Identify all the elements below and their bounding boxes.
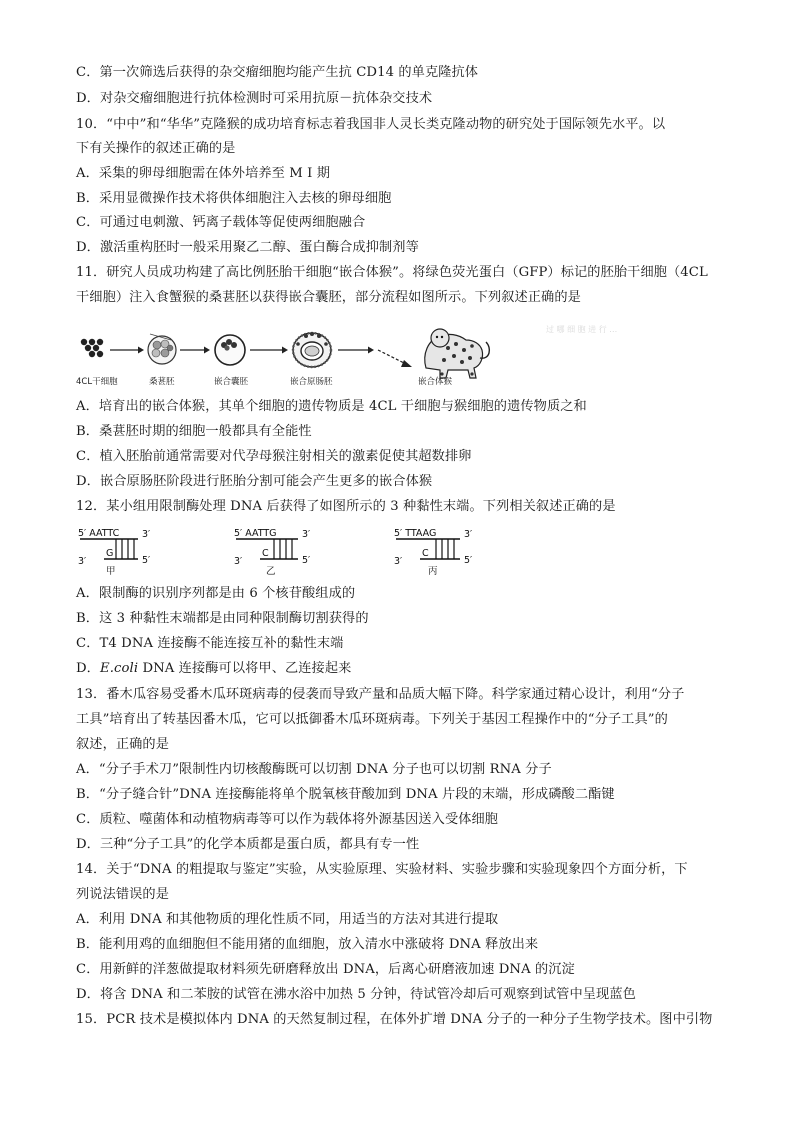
q9-option-c: C．第一次筛选后获得的杂交瘤细胞均能产生抗 CD14 的单克隆抗体 xyxy=(76,65,479,80)
q13-option-c: C．质粒、噬菌体和动植物病毒等可以作为载体将外源基因送入受体细胞 xyxy=(76,812,499,827)
svg-text:3′: 3′ xyxy=(142,529,151,540)
q14-stem-line2: 列说法错误的是 xyxy=(76,887,170,902)
q14-option-a: A．利用 DNA 和其他物质的理化性质不同，用适当的方法对其进行提取 xyxy=(76,912,499,927)
chimeric-monkey-icon xyxy=(425,329,490,378)
svg-text:甲: 甲 xyxy=(106,566,116,575)
stem-cells-icon xyxy=(81,339,103,357)
q10-option-b: B．采用显微操作技术将供体细胞注入去核的卵母细胞 xyxy=(76,191,392,206)
q11-option-d: D．嵌合原肠胚阶段进行胚胎分割可能会产生更多的嵌合体猴 xyxy=(76,474,433,489)
label-monkey: 嵌合体猴 xyxy=(418,377,453,387)
q10-stem-line1: 10．“中中”和“华华”克隆猴的成功培育标志着我国非人灵长类克隆动物的研究处于国际领先水平。以 xyxy=(76,117,666,132)
q12-option-d-prefix: D． xyxy=(76,661,100,676)
q12-stem: 12．某小组用限制酶处理 DNA 后获得了如图所示的 3 种黏性末端。下列相关叙述正确的是 xyxy=(76,499,616,514)
q9-option-d: D．对杂交瘤细胞进行抗体检测时可采用抗原－抗体杂交技术 xyxy=(76,91,433,106)
q15-stem-line1: 15．PCR 技术是模拟体内 DNA 的天然复制过程，在体外扩增 DNA 分子的一种分子生物学技术。图中引物 xyxy=(76,1012,713,1027)
q11-flow-figure xyxy=(76,318,716,392)
svg-text:丙: 丙 xyxy=(428,566,438,575)
q13-stem-line1: 13．番木瓜容易受番木瓜环斑病毒的侵袭而导致产量和品质大幅下降。科学家通过精心设计，利用“分子 xyxy=(76,687,685,702)
label-gastrula: 嵌合原肠胚 xyxy=(290,377,333,387)
svg-text:3′: 3′ xyxy=(78,556,87,567)
q14-stem-line1: 14．关于“DNA 的粗提取与鉴定”实验，从实验原理、实验材料、实验步骤和实验现象四个方面分析，下 xyxy=(76,862,688,877)
label-morula: 桑葚胚 xyxy=(149,377,175,387)
sticky-end-bing xyxy=(394,528,472,575)
q12-option-a: A．限制酶的识别序列都是由 6 个核苷酸组成的 xyxy=(76,586,356,601)
svg-text:5′ AATTG: 5′ AATTG xyxy=(234,528,277,539)
q10-option-a: A．采集的卵母细胞需在体外培养至 M Ⅰ 期 xyxy=(76,166,331,181)
label-blastocyst: 嵌合囊胚 xyxy=(214,377,249,387)
svg-text:C: C xyxy=(422,548,429,559)
svg-text:3′: 3′ xyxy=(302,529,311,540)
label-4cl: 4CL干细胞 xyxy=(76,377,118,387)
q12-option-c: C．T4 DNA 连接酶不能连接互补的黏性末端 xyxy=(76,636,344,651)
q13-option-b: B．“分子缝合针”DNA 连接酶能将单个脱氧核苷酸加到 DNA 片段的末端，形成磷酸二酯键 xyxy=(76,787,615,802)
svg-text:5′: 5′ xyxy=(142,555,151,566)
q11-option-b: B．桑葚胚时期的细胞一般都具有全能性 xyxy=(76,424,312,439)
svg-text:5′: 5′ xyxy=(464,555,473,566)
q10-option-c: C．可通过电刺激、钙离子载体等促使两细胞融合 xyxy=(76,215,366,230)
svg-text:G: G xyxy=(106,548,114,559)
q11-stem-line2: 干细胞）注入食蟹猴的桑葚胚以获得嵌合囊胚，部分流程如图所示。下列叙述正确的是 xyxy=(76,290,581,305)
svg-text:5′: 5′ xyxy=(302,555,311,566)
q10-option-d: D．激活重构胚时一般采用聚乙二醇、蛋白酶合成抑制剂等 xyxy=(76,240,419,255)
q13-stem-line2: 工具”培育出了转基因番木瓜，它可以抵御番木瓜环斑病毒。下列关于基因工程操作中的“分子工具”的 xyxy=(76,712,668,727)
q13-option-a: A．“分子手术刀”限制性内切核酸酶既可以切割 DNA 分子也可以切割 RNA 分子 xyxy=(76,762,552,777)
svg-text:过 哪 细 胞 进 行 …: 过 哪 细 胞 进 行 … xyxy=(546,325,618,334)
svg-text:5′ TTAAG: 5′ TTAAG xyxy=(394,528,437,539)
gastrula-icon xyxy=(293,332,331,367)
q11-option-c: C．植入胚胎前通常需要对代孕母猴注射相关的激素促使其超数排卵 xyxy=(76,449,472,464)
q11-option-a: A．培育出的嵌合体猴，其单个细胞的遗传物质是 4CL 干细胞与猴细胞的遗传物质之和 xyxy=(76,399,587,414)
q13-stem-line3: 叙述，正确的是 xyxy=(76,737,170,752)
svg-text:C: C xyxy=(262,548,269,559)
q14-option-b: B．能利用鸡的血细胞但不能用猪的血细胞，放入清水中涨破将 DNA 释放出来 xyxy=(76,937,539,952)
q11-stem-line1: 11．研究人员成功构建了高比例胚胎干细胞“嵌合体猴”。将绿色荧光蛋白（GFP）标记的胚胎干细胞（4CL xyxy=(76,265,708,280)
q12-sticky-ends-figure xyxy=(76,523,596,575)
svg-text:3′: 3′ xyxy=(464,529,473,540)
sticky-end-jia xyxy=(78,528,150,575)
svg-text:3′: 3′ xyxy=(394,556,403,567)
morula-icon xyxy=(148,334,176,364)
svg-text:乙: 乙 xyxy=(266,566,276,575)
q13-option-d: D．三种“分子工具”的化学本质都是蛋白质，都具有专一性 xyxy=(76,837,420,852)
svg-text:5′ AATTC: 5′ AATTC xyxy=(78,528,120,539)
sticky-end-yi xyxy=(234,528,310,575)
blastocyst-icon xyxy=(215,335,245,365)
q10-stem-line2: 下有关操作的叙述正确的是 xyxy=(76,141,236,156)
q12-option-d-italic: E.coli xyxy=(99,661,139,676)
q12-option-d-rest: DNA 连接酶可以将甲、乙连接起来 xyxy=(138,661,352,676)
q12-option-d xyxy=(76,660,351,677)
q14-option-d: D．将含 DNA 和二苯胺的试管在沸水浴中加热 5 分钟，待试管冷却后可观察到试管中呈现蓝色 xyxy=(76,987,636,1002)
q12-option-b: B．这 3 种黏性末端都是由同种限制酶切割获得的 xyxy=(76,611,369,626)
q14-option-c: C．用新鲜的洋葱做提取材料须先研磨释放出 DNA，后离心研磨液加速 DNA 的沉淀 xyxy=(76,962,575,977)
svg-text:3′: 3′ xyxy=(234,556,243,567)
